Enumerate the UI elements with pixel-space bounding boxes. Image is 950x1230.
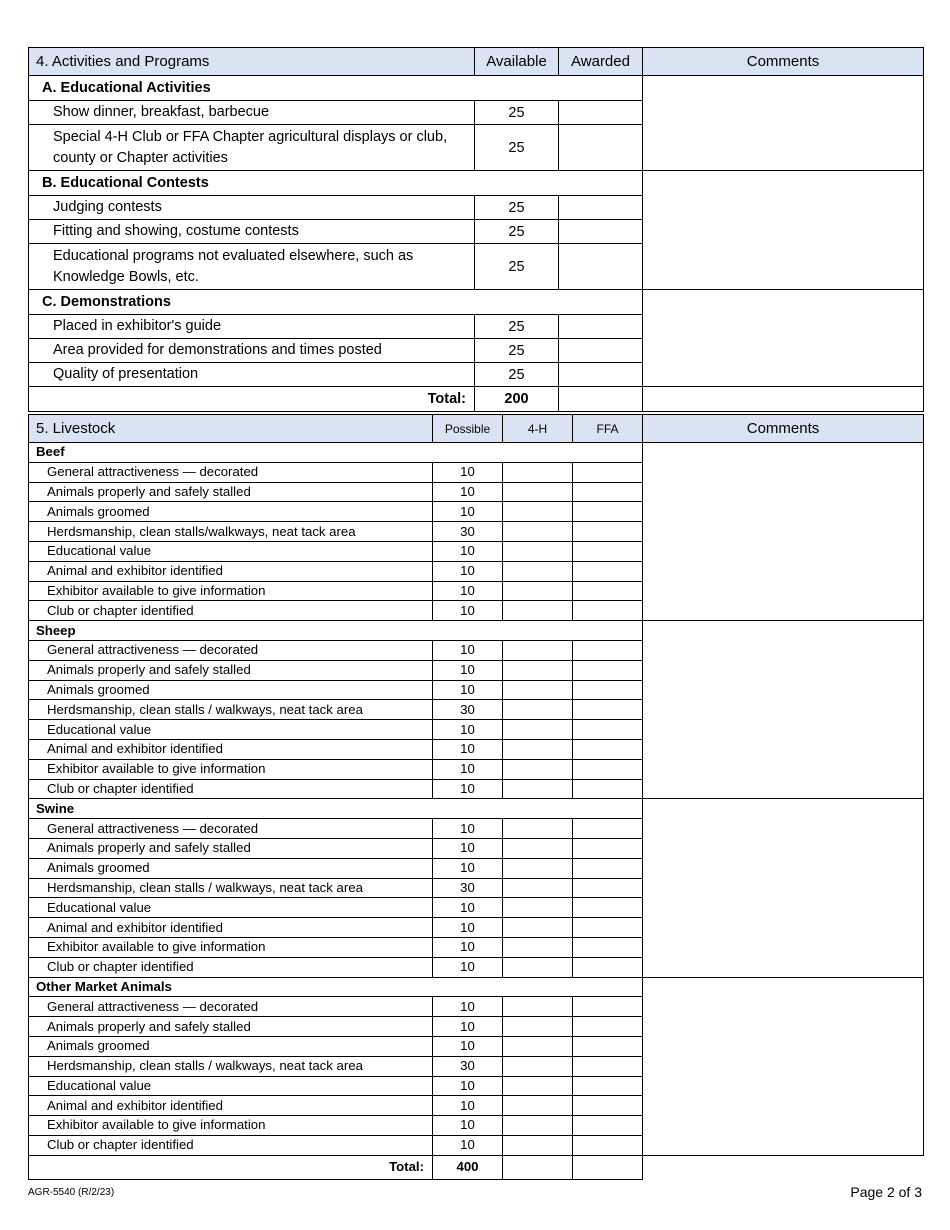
score-ffa-input[interactable] [573, 1076, 643, 1096]
score-4h-input[interactable] [503, 1076, 573, 1096]
score-ffa-input[interactable] [573, 1036, 643, 1056]
possible-points: 10 [433, 759, 503, 779]
awarded-input[interactable] [559, 220, 643, 244]
score-4h-input[interactable] [503, 759, 573, 779]
group-heading: A. Educational Activities [29, 76, 643, 101]
score-ffa-input[interactable] [573, 482, 643, 502]
available-points: 25 [475, 315, 559, 339]
column-header-comments: Comments [643, 415, 924, 443]
score-ffa-input[interactable] [573, 1135, 643, 1155]
comments-cell[interactable] [643, 977, 924, 1155]
page-number: Page 2 of 3 [850, 1184, 922, 1200]
column-header-awarded: Awarded [559, 48, 643, 76]
possible-points: 10 [433, 997, 503, 1017]
possible-points: 10 [433, 660, 503, 680]
score-4h-input[interactable] [503, 819, 573, 839]
column-header-ffa: FFA [573, 415, 643, 443]
score-ffa-input[interactable] [573, 561, 643, 581]
group-heading: Sheep [29, 621, 643, 641]
total-row [29, 1155, 924, 1179]
total-possible: 400 [433, 1155, 503, 1179]
group-heading: B. Educational Contests [29, 171, 643, 196]
total-label: Total: [29, 387, 475, 412]
score-4h-input[interactable] [503, 1096, 573, 1116]
criterion-label: Exhibitor available to give information [29, 1116, 433, 1136]
score-ffa-input[interactable] [573, 640, 643, 660]
criterion-label: Animals groomed [29, 858, 433, 878]
available-points: 25 [475, 339, 559, 363]
criterion-label: Animal and exhibitor identified [29, 918, 433, 938]
score-ffa-input[interactable] [573, 581, 643, 601]
criterion-label: Exhibitor available to give information [29, 937, 433, 957]
possible-points: 10 [433, 462, 503, 482]
group-heading: Other Market Animals [29, 977, 643, 997]
score-ffa-input[interactable] [573, 1116, 643, 1136]
score-4h-input[interactable] [503, 739, 573, 759]
score-4h-input[interactable] [503, 700, 573, 720]
score-4h-input[interactable] [503, 858, 573, 878]
group-row [29, 290, 924, 315]
possible-points: 10 [433, 680, 503, 700]
score-4h-input[interactable] [503, 957, 573, 977]
comments-cell[interactable] [643, 799, 924, 977]
score-ffa-input[interactable] [573, 779, 643, 799]
possible-points: 10 [433, 541, 503, 561]
section-title: 4. Activities and Programs [29, 48, 475, 76]
possible-points: 30 [433, 700, 503, 720]
score-4h-input[interactable] [503, 1056, 573, 1076]
criterion-label: Herdsmanship, clean stalls / walkways, neat tack area [29, 700, 433, 720]
possible-points: 10 [433, 601, 503, 621]
score-ffa-input[interactable] [573, 898, 643, 918]
criterion-label: Exhibitor available to give information [29, 581, 433, 601]
criterion-label: General attractiveness — decorated [29, 819, 433, 839]
comments-cell[interactable] [643, 387, 924, 412]
criterion-label: Educational value [29, 898, 433, 918]
comments-cell[interactable] [643, 76, 924, 171]
criterion-label: Fitting and showing, costume contests [29, 220, 475, 244]
score-4h-input[interactable] [503, 918, 573, 938]
score-ffa-input[interactable] [573, 522, 643, 542]
score-4h-input[interactable] [503, 502, 573, 522]
score-4h-input[interactable] [503, 660, 573, 680]
possible-points: 30 [433, 1056, 503, 1076]
score-ffa-input[interactable] [573, 462, 643, 482]
comments-cell[interactable] [643, 621, 924, 799]
blank-cell [643, 1155, 924, 1179]
criterion-label: General attractiveness — decorated [29, 462, 433, 482]
available-points: 25 [475, 244, 559, 290]
possible-points: 10 [433, 561, 503, 581]
criterion-label: Animals properly and safely stalled [29, 1017, 433, 1037]
criterion-label: Animal and exhibitor identified [29, 561, 433, 581]
score-ffa-input[interactable] [573, 937, 643, 957]
possible-points: 10 [433, 1036, 503, 1056]
score-ffa-input[interactable] [573, 858, 643, 878]
possible-points: 10 [433, 1116, 503, 1136]
possible-points: 10 [433, 819, 503, 839]
criterion-label: General attractiveness — decorated [29, 997, 433, 1017]
score-ffa-input[interactable] [573, 680, 643, 700]
total-available: 200 [475, 387, 559, 412]
criterion-label: Special 4-H Club or FFA Chapter agricultural displays or club, county or Chapter activities [29, 125, 475, 171]
total-label: Total: [29, 1155, 433, 1179]
possible-points: 10 [433, 937, 503, 957]
comments-cell[interactable] [643, 290, 924, 387]
possible-points: 10 [433, 1076, 503, 1096]
criterion-label: Educational programs not evaluated elsewhere, such as Knowledge Bowls, etc. [29, 244, 475, 290]
section-title: 5. Livestock [29, 415, 433, 443]
score-4h-input[interactable] [503, 561, 573, 581]
awarded-input[interactable] [559, 244, 643, 290]
score-ffa-input[interactable] [573, 541, 643, 561]
available-points: 25 [475, 363, 559, 387]
criterion-label: Quality of presentation [29, 363, 475, 387]
criterion-label: Club or chapter identified [29, 957, 433, 977]
comments-cell[interactable] [643, 171, 924, 290]
criterion-label: Herdsmanship, clean stalls / walkways, neat tack area [29, 1056, 433, 1076]
criterion-label: Placed in exhibitor's guide [29, 315, 475, 339]
possible-points: 10 [433, 720, 503, 740]
score-4h-input[interactable] [503, 937, 573, 957]
group-row [29, 443, 924, 463]
score-4h-input[interactable] [503, 838, 573, 858]
available-points: 25 [475, 196, 559, 220]
comments-cell[interactable] [643, 443, 924, 621]
score-4h-input[interactable] [503, 898, 573, 918]
score-4h-input[interactable] [503, 640, 573, 660]
possible-points: 30 [433, 878, 503, 898]
score-ffa-input[interactable] [573, 997, 643, 1017]
possible-points: 10 [433, 779, 503, 799]
possible-points: 10 [433, 957, 503, 977]
column-header-available: Available [475, 48, 559, 76]
score-ffa-input[interactable] [573, 819, 643, 839]
possible-points: 10 [433, 581, 503, 601]
score-ffa-input[interactable] [573, 759, 643, 779]
criterion-label: Animals groomed [29, 680, 433, 700]
possible-points: 10 [433, 1135, 503, 1155]
score-ffa-input[interactable] [573, 918, 643, 938]
possible-points: 30 [433, 522, 503, 542]
group-row [29, 76, 924, 101]
score-ffa-input[interactable] [573, 878, 643, 898]
awarded-input[interactable] [559, 339, 643, 363]
score-4h-input[interactable] [503, 1017, 573, 1037]
total-row [29, 387, 924, 412]
score-4h-input[interactable] [503, 878, 573, 898]
possible-points: 10 [433, 1096, 503, 1116]
score-ffa-input[interactable] [573, 601, 643, 621]
possible-points: 10 [433, 1017, 503, 1037]
score-4h-input[interactable] [503, 581, 573, 601]
criterion-label: Animal and exhibitor identified [29, 739, 433, 759]
total-ffa-input[interactable] [573, 1155, 643, 1179]
criterion-label: Herdsmanship, clean stalls/walkways, neat tack area [29, 522, 433, 542]
awarded-input[interactable] [559, 101, 643, 125]
criterion-label: Animals groomed [29, 1036, 433, 1056]
score-ffa-input[interactable] [573, 739, 643, 759]
livestock-table [28, 414, 924, 1180]
criterion-label: Animals groomed [29, 502, 433, 522]
criterion-label: Animals properly and safely stalled [29, 838, 433, 858]
score-4h-input[interactable] [503, 997, 573, 1017]
score-ffa-input[interactable] [573, 660, 643, 680]
possible-points: 10 [433, 858, 503, 878]
score-ffa-input[interactable] [573, 1096, 643, 1116]
possible-points: 10 [433, 898, 503, 918]
criterion-label: Judging contests [29, 196, 475, 220]
group-heading: Beef [29, 443, 643, 463]
group-row [29, 621, 924, 641]
score-ffa-input[interactable] [573, 838, 643, 858]
criterion-label: Animals properly and safely stalled [29, 482, 433, 502]
score-4h-input[interactable] [503, 522, 573, 542]
score-4h-input[interactable] [503, 1135, 573, 1155]
column-header-comments: Comments [643, 48, 924, 76]
awarded-input[interactable] [559, 315, 643, 339]
criterion-label: Educational value [29, 720, 433, 740]
score-4h-input[interactable] [503, 462, 573, 482]
awarded-input[interactable] [559, 363, 643, 387]
criterion-label: Herdsmanship, clean stalls / walkways, neat tack area [29, 878, 433, 898]
criterion-label: Educational value [29, 1076, 433, 1096]
score-4h-input[interactable] [503, 680, 573, 700]
criterion-label: Club or chapter identified [29, 779, 433, 799]
score-4h-input[interactable] [503, 482, 573, 502]
available-points: 25 [475, 220, 559, 244]
column-header-possible: Possible [433, 415, 503, 443]
possible-points: 10 [433, 838, 503, 858]
criterion-label: General attractiveness — decorated [29, 640, 433, 660]
group-heading: C. Demonstrations [29, 290, 643, 315]
total-4h-input[interactable] [503, 1155, 573, 1179]
criterion-label: Educational value [29, 541, 433, 561]
possible-points: 10 [433, 502, 503, 522]
group-row [29, 171, 924, 196]
possible-points: 10 [433, 482, 503, 502]
score-ffa-input[interactable] [573, 720, 643, 740]
criterion-label: Area provided for demonstrations and times posted [29, 339, 475, 363]
score-4h-input[interactable] [503, 1116, 573, 1136]
criterion-label: Exhibitor available to give information [29, 759, 433, 779]
form-id: AGR-5540 (R/2/23) [28, 1187, 115, 1198]
score-ffa-input[interactable] [573, 1056, 643, 1076]
score-4h-input[interactable] [503, 1036, 573, 1056]
score-4h-input[interactable] [503, 779, 573, 799]
group-heading: Swine [29, 799, 643, 819]
awarded-input[interactable] [559, 125, 643, 171]
criterion-label: Animal and exhibitor identified [29, 1096, 433, 1116]
activities-programs-table [28, 47, 924, 412]
available-points: 25 [475, 125, 559, 171]
column-header-4h: 4-H [503, 415, 573, 443]
criterion-label: Animals properly and safely stalled [29, 660, 433, 680]
score-ffa-input[interactable] [573, 502, 643, 522]
score-4h-input[interactable] [503, 720, 573, 740]
awarded-input[interactable] [559, 196, 643, 220]
score-4h-input[interactable] [503, 601, 573, 621]
score-4h-input[interactable] [503, 541, 573, 561]
group-row [29, 977, 924, 997]
possible-points: 10 [433, 640, 503, 660]
total-awarded-input[interactable] [559, 387, 643, 412]
group-row [29, 799, 924, 819]
score-ffa-input[interactable] [573, 1017, 643, 1037]
score-ffa-input[interactable] [573, 700, 643, 720]
criterion-label: Show dinner, breakfast, barbecue [29, 101, 475, 125]
possible-points: 10 [433, 918, 503, 938]
possible-points: 10 [433, 739, 503, 759]
score-ffa-input[interactable] [573, 957, 643, 977]
available-points: 25 [475, 101, 559, 125]
criterion-label: Club or chapter identified [29, 1135, 433, 1155]
criterion-label: Club or chapter identified [29, 601, 433, 621]
